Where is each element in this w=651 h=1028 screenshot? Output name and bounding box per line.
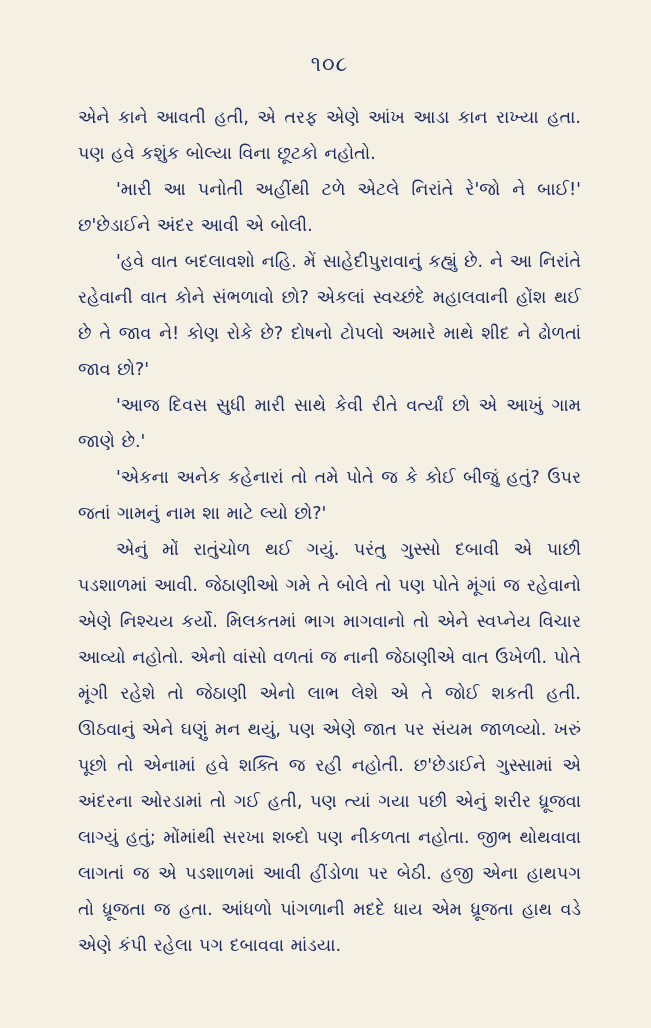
paragraph: એનું મોં રાતુંચોળ થઈ ગયું. પરંતુ ગુસ્સો દબાવી એ પાછી પડશાળમાં આવી. જેઠાણીઓ ગમે તે બોલે તો પણ પોતે મૂંગાં જ રહેવાનો એણે નિશ્ચય કર્યો. મિલકતમાં ભાગ માગવાનો તો એને સ્વપ્નેય વિચાર આવ્યો નહોતો. એનો વાંસો વળતાં જ નાની જેઠાણીએ વાત ઉખેળી. પોતે મૂંગી રહેશે તો જેઠાણી એનો લાભ લેશે એ તે જોઈ શકતી હતી. ઊઠવાનું એને ઘણું મન થયું, પણ એણે જાત પર સંયમ જાળવ્યો. ખરું પૂછો તો એનામાં હવે શક્તિ જ રહી નહોતી. છ'છેડાઈને ગુસ્સામાં એ અંદરના ઓરડામાં તો ગઈ હતી, પણ ત્યાં ગયા પછી એનું શરીર ધ્રૂજવા લાગ્યું હતું; મોંમાંથી સરખા શબ્દો પણ નીકળતા નહોતા. જીભ થોથવાવા લાગતાં જ એ પડશાળમાં આવી હીંડોળા પર બેઠી. હજી એના હાથપગ તો ધ્રૂજતા જ હતા. આંધળો પાંગળાની મદદે ધાય એમ ધ્રૂજતા હાથ વડે એણે કંપી રહેલા પગ દબાવવા માંડયા. bbox=[78, 540, 581, 956]
paragraph: 'મારી આ પનોતી અહીંથી ટળે એટલે નિરાંતે રે'જો ને બાઈ!' છ'છેડાઈને અંદર આવી એ બોલી. bbox=[78, 180, 581, 236]
paragraph: 'હવે વાત બદલાવશો નહિ. મેં સાહેદીપુરાવાનું કહ્યું છે. ને આ નિરાંતે રહેવાની વાત કોને સંભળાવો છો? એકલાં સ્વચ્છંદે મહાલવાની હોંશ થઈ છે તે જાવ ને! કોણ રોકે છે? દોષનો ટોપલો અમારે માથે શીદ ને ઢોળતાં જાવ છો?' bbox=[78, 252, 581, 380]
paragraph: 'એકના અનેક કહેનારાં તો તમે પોતે જ કે કોઈ બીજું હતું? ઉપર જતાં ગામનું નામ શા માટે લ્યો છો?' bbox=[78, 468, 581, 524]
page-number: ૧૦૮ bbox=[310, 52, 349, 76]
body-text bbox=[78, 100, 581, 964]
paragraph: એને કાને આવતી હતી, એ તરફ એણે આંખ આડા કાન રાખ્યા હતા. પણ હવે કશુંક બોલ્યા વિના છૂટકો નહોતો. bbox=[78, 108, 581, 164]
paragraph: 'આજ દિવસ સુધી મારી સાથે કેવી રીતે વર્ત્યાં છો એ આખું ગામ જાણે છે.' bbox=[78, 396, 581, 452]
